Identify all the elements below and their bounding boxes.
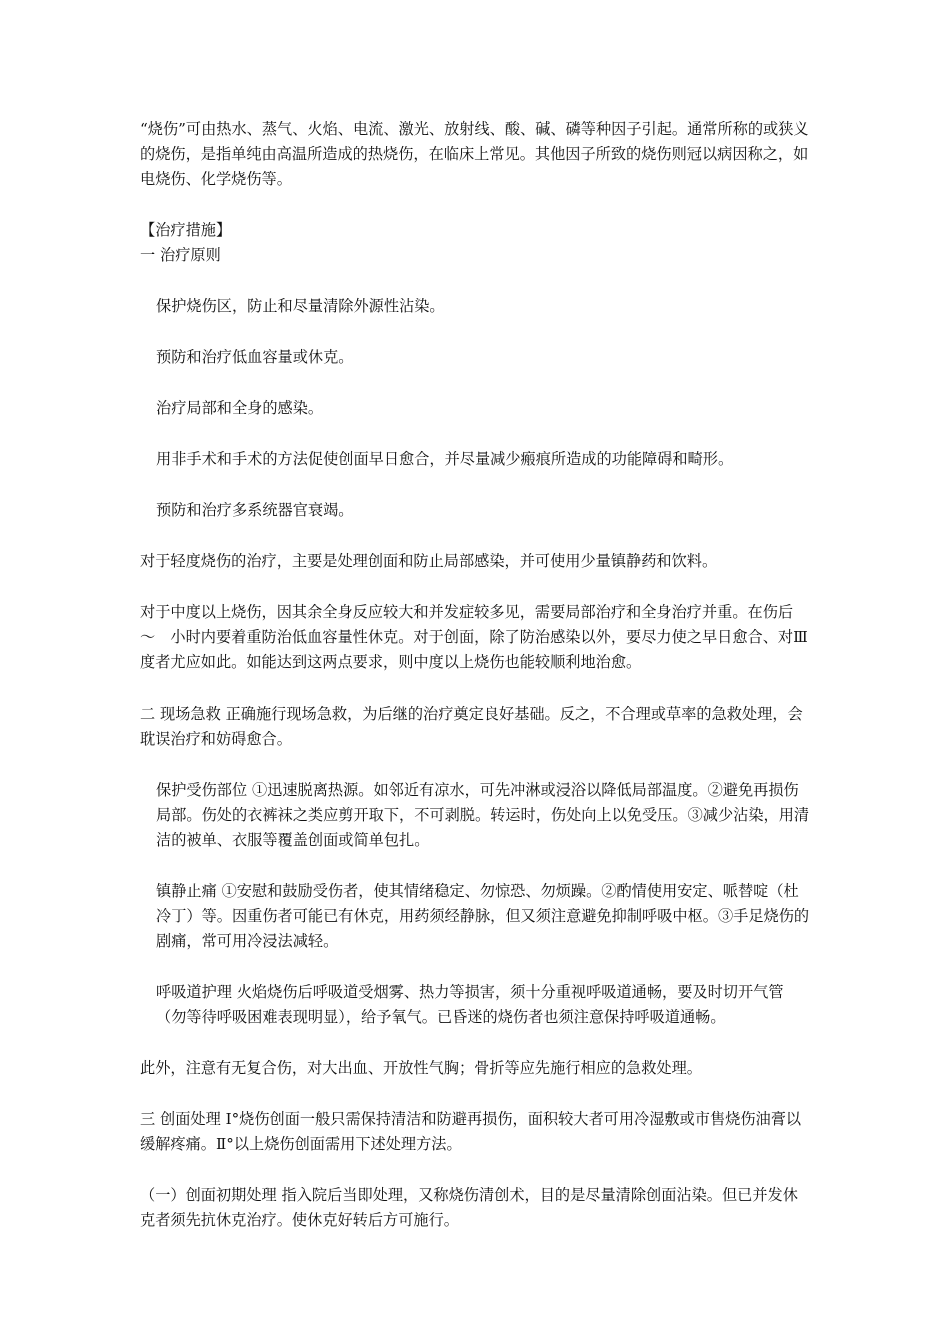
first-aid-paragraph: 二 现场急救 正确施行现场急救，为后继的治疗奠定良好基础。反之，不合理或草率的急救处理，会耽误治疗和妨碍愈合。 bbox=[140, 705, 803, 748]
principle-item: 预防和治疗多系统器官衰竭。 bbox=[156, 501, 354, 519]
principle-item: 用非手术和手术的方法促使创面早日愈合，并尽量减少瘢痕所造成的功能障碍和畸形。 bbox=[156, 450, 734, 468]
principles-heading: 一 治疗原则 bbox=[140, 246, 221, 264]
moderate-burn-paragraph: 对于中度以上烧伤，因其余全身反应较大和并发症较多见，需要局部治疗和全身治疗并重。在伤后 ～ 小时内要着重防治低血容量性休克。对于创面，除了防治感染以外，要尽力使之早日愈合、对Ⅲ度者尤应如此。如能达到这两点要求，则中度以上烧伤也能较顺利地治愈。 bbox=[140, 603, 809, 671]
section-title: 【治疗措施】 bbox=[140, 221, 232, 239]
principle-item: 预防和治疗低血容量或休克。 bbox=[156, 348, 354, 366]
airway-paragraph: 呼吸道护理 火焰烧伤后呼吸道受烟雾、热力等损害，须十分重视呼吸道通畅，要及时切开气管（勿等待呼吸困难表现明显），给予氧气。已昏迷的烧伤者也须注意保持呼吸道通畅。 bbox=[156, 983, 784, 1026]
wound-care-paragraph: 三 创面处理 Ⅰ°烧伤创面一般只需保持清洁和防避再损伤，面积较大者可用冷湿敷或市售烧伤油膏以缓解疼痛。Ⅱ°以上烧伤创面需用下述处理方法。 bbox=[140, 1110, 802, 1153]
intro-paragraph: “烧伤”可由热水、蒸气、火焰、电流、激光、放射线、酸、碱、磷等种因子引起。通常所称的或狭义的烧伤，是指单纯由高温所造成的热烧伤，在临床上常见。其他因子所致的烧伤则冠以病因称之，如电烧伤、化学烧伤等。 bbox=[140, 120, 809, 188]
additional-paragraph: 此外，注意有无复合伤，对大出血、开放性气胸；骨折等应先施行相应的急救处理。 bbox=[140, 1059, 702, 1077]
initial-care-paragraph: （一）创面初期处理 指入院后当即处理，又称烧伤清创术，目的是尽量清除创面沾染。但已并发休克者须先抗休克治疗。使休克好转后方可施行。 bbox=[140, 1186, 798, 1229]
principle-item: 治疗局部和全身的感染。 bbox=[156, 399, 324, 417]
document-page bbox=[140, 117, 812, 1233]
sedation-paragraph: 镇静止痛 ①安慰和鼓励受伤者，使其情绪稳定、勿惊恐、勿烦躁。②酌情使用安定、哌替啶（杜冷丁）等。因重伤者可能已有休克，用药须经静脉，但又须注意避免抑制呼吸中枢。③手足烧伤的剧痛，常可用冷浸法减轻。 bbox=[156, 882, 810, 950]
mild-burn-paragraph: 对于轻度烧伤的治疗，主要是处理创面和防止局部感染，并可使用少量镇静药和饮料。 bbox=[140, 552, 718, 570]
principle-item: 保护烧伤区，防止和尽量清除外源性沾染。 bbox=[156, 297, 445, 315]
protect-site-paragraph: 保护受伤部位 ①迅速脱离热源。如邻近有凉水，可先冲淋或浸浴以降低局部温度。②避免再损伤局部。伤处的衣裤袜之类应剪开取下，不可剥脱。转运时，伤处向上以免受压。③减少沾染，用清洁的被单、衣服等覆盖创面或简单包扎。 bbox=[156, 781, 810, 849]
